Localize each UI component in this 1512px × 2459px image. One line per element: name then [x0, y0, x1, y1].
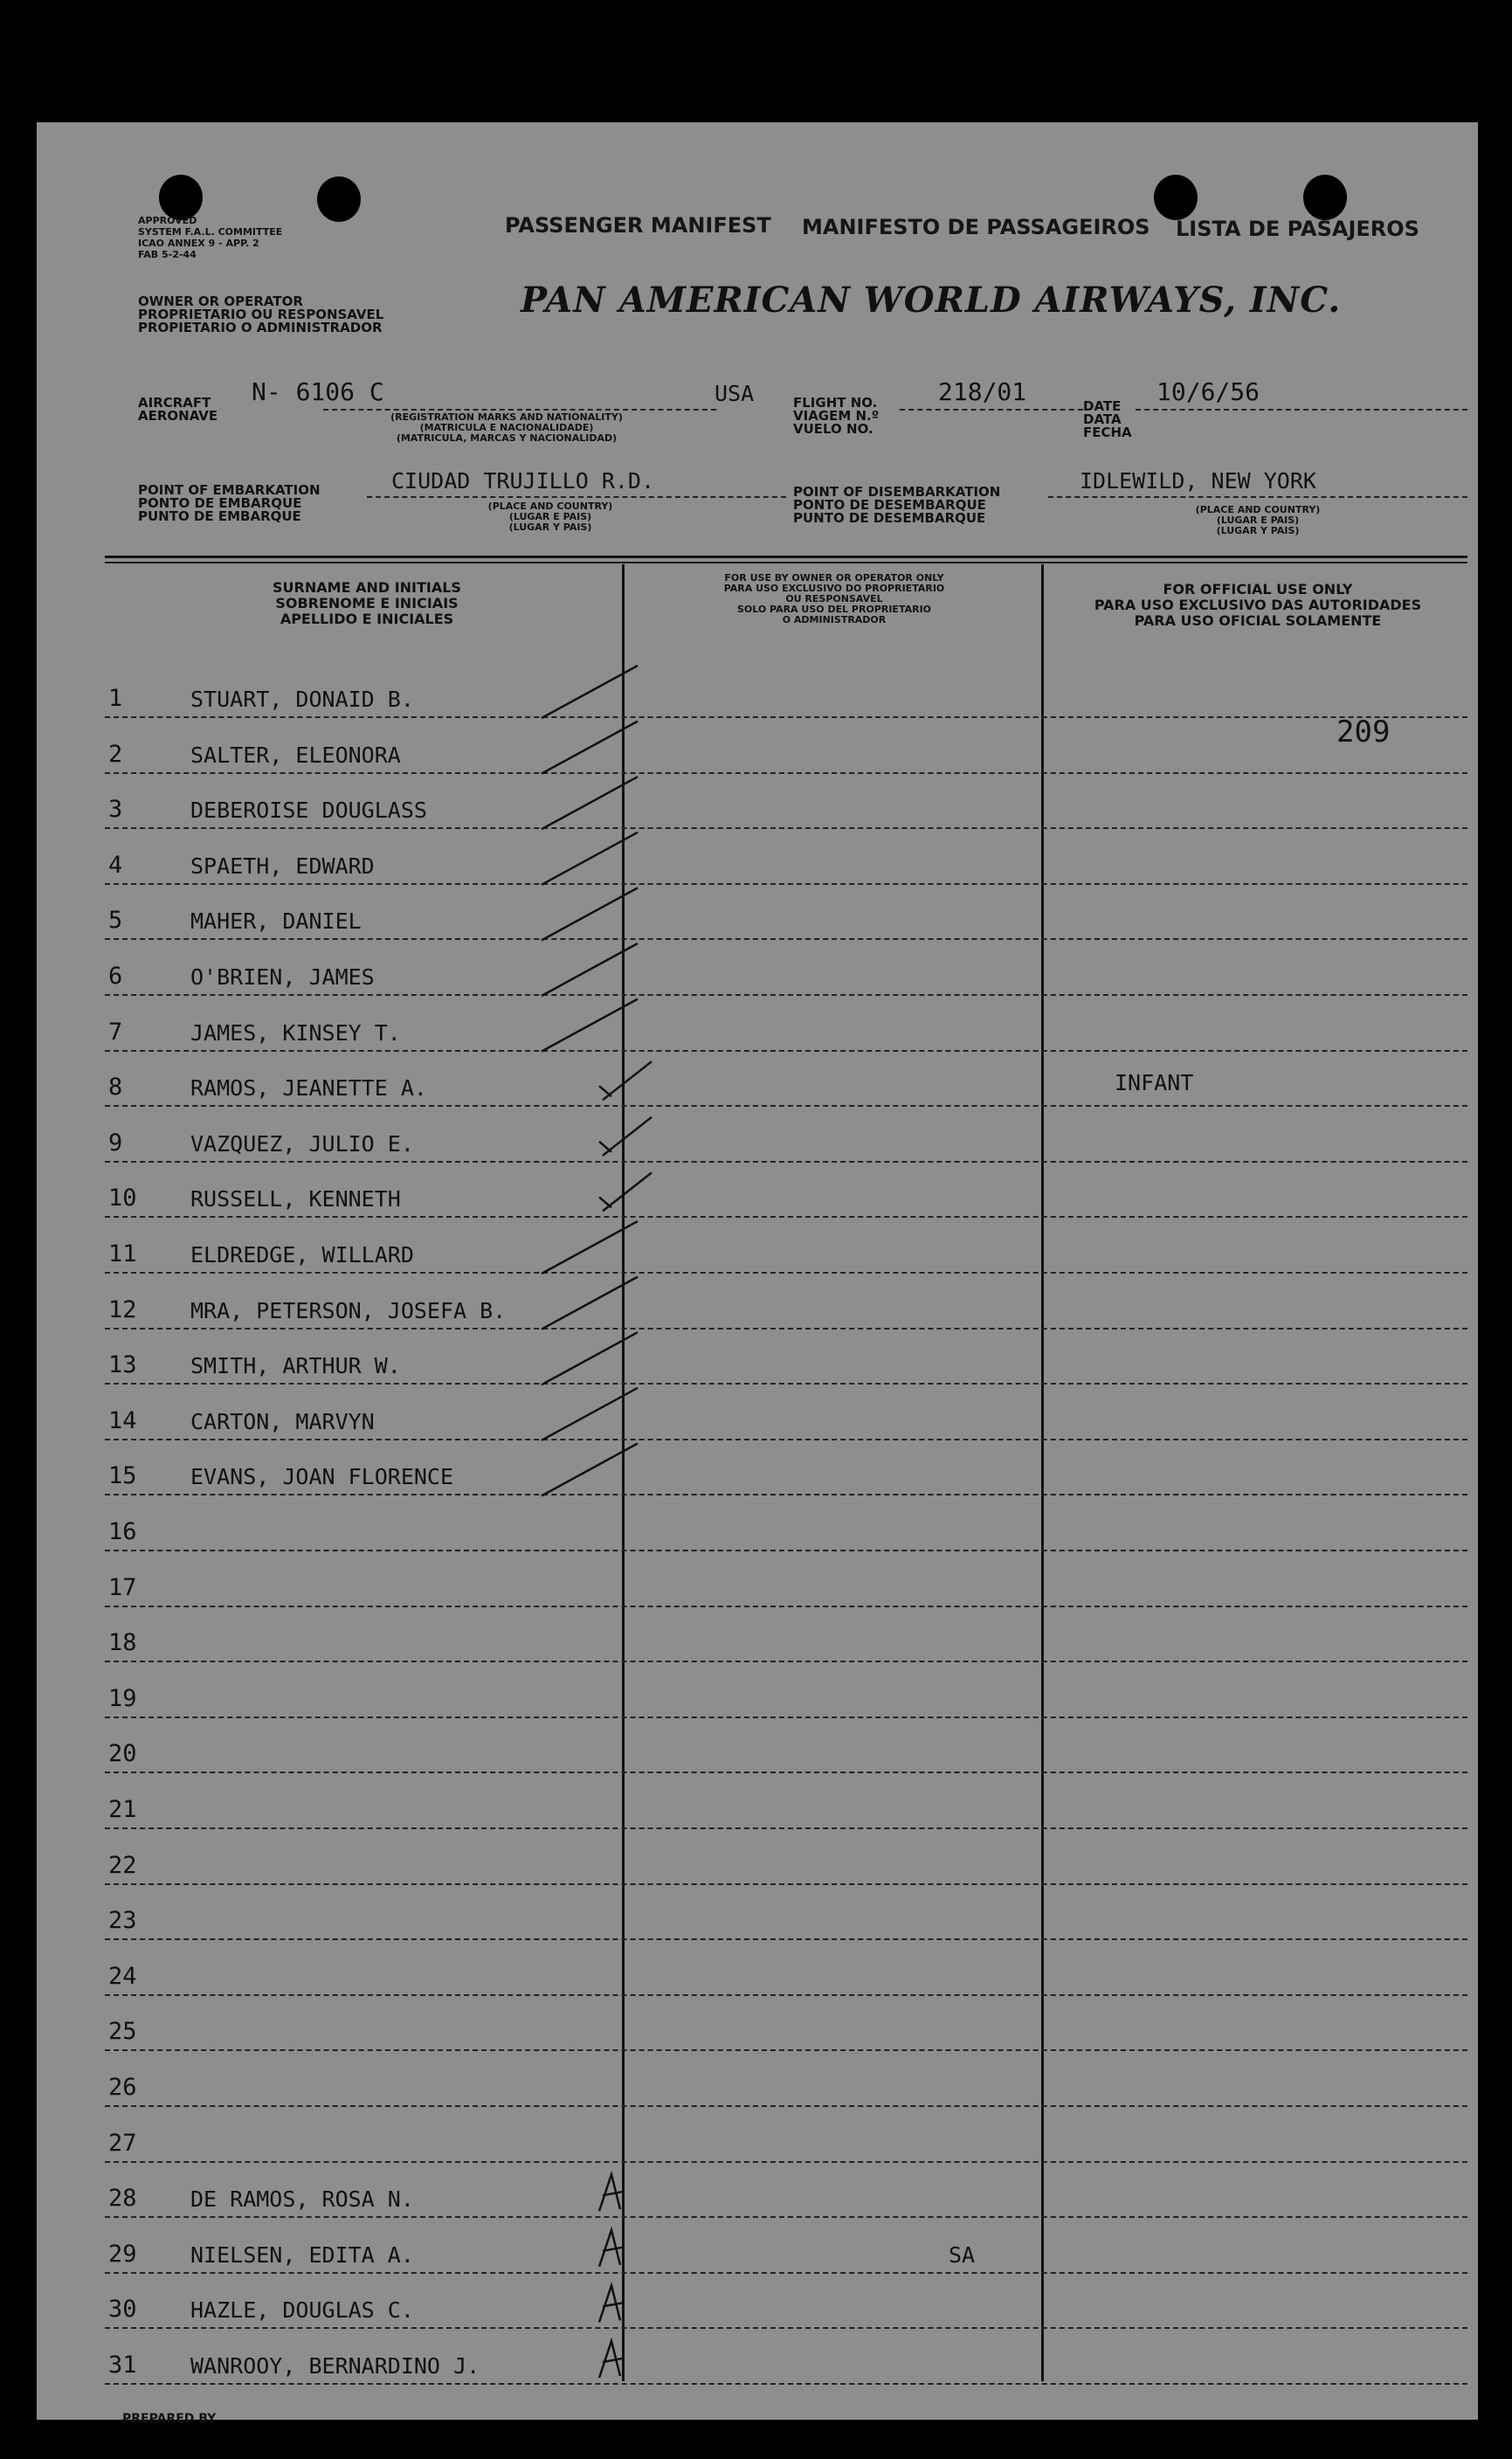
check-mark [599, 1117, 652, 1156]
check-mark [542, 777, 638, 829]
row-number: 11 [108, 1240, 137, 1267]
row-number: 24 [108, 1962, 137, 1990]
check-mark [542, 1332, 638, 1385]
passenger-name: O'BRIEN, JAMES [190, 964, 375, 990]
column-header-names: SURNAME AND INITIALS SOBRENOME E INICIAIS APELLIDO E INICIALES [273, 579, 461, 627]
footer-prepared-by: PREPARED BY [122, 2412, 217, 2426]
passenger-name: DEBEROISE DOUGLASS [190, 798, 427, 824]
passenger-name: RAMOS, JEANETTE A. [190, 1075, 427, 1102]
embarkation-labels: POINT OF EMBARKATION PONTO DE EMBARQUE PUNTO DE EMBARQUE [138, 482, 321, 524]
check-mark [599, 1172, 652, 1211]
check-mark [542, 666, 638, 718]
row-number: 20 [108, 1740, 137, 1768]
owner-note: SA [949, 2241, 976, 2268]
row-number: 3 [108, 796, 123, 824]
row-number: 21 [108, 1796, 137, 1823]
check-mark [542, 722, 638, 774]
check-mark [599, 2341, 622, 2378]
passenger-name: WANROOY, BERNARDINO J. [190, 2353, 480, 2379]
passenger-name: ELDREDGE, WILLARD [190, 1242, 414, 1267]
row-number: 26 [108, 2074, 137, 2101]
embarkation-sublabels: (PLACE AND COUNTRY) (LUGAR E PAIS) (LUGAR Y PAIS) [487, 501, 613, 533]
check-mark [542, 888, 638, 940]
row-number: 12 [108, 1295, 137, 1323]
row-number: 5 [108, 907, 123, 935]
column-header-official: FOR OFFICIAL USE ONLY PARA USO EXCLUSIVO DAS AUTORIDADES PARA USO OFICIAL SOLAMENTE [1094, 581, 1422, 629]
passenger-name: CARTON, MARVYN [190, 1408, 375, 1434]
passenger-name: DE RAMOS, ROSA N. [190, 2186, 414, 2213]
row-number: 16 [108, 1518, 137, 1545]
date-labels: DATE DATA FECHA [1083, 398, 1132, 440]
passenger-name: RUSSELL, KENNETH [190, 1186, 401, 1212]
aircraft-labels: AIRCRAFT AERONAVE [138, 395, 218, 424]
check-mark [542, 1221, 638, 1274]
row-number: 19 [108, 1684, 137, 1712]
passenger-name: EVANS, JOAN FLORENCE [190, 1464, 454, 1490]
row-number: 31 [108, 2352, 137, 2379]
aircraft-value: N- 6106 C [252, 377, 384, 406]
row-number: 10 [108, 1185, 137, 1212]
passenger-name: MAHER, DANIEL [190, 908, 362, 935]
row-number: 14 [108, 1406, 137, 1434]
passenger-name: NIELSEN, EDITA A. [190, 2241, 414, 2268]
flight-labels: FLIGHT NO. VIAGEM N.º VUELO NO. [793, 395, 880, 437]
passenger-name: SMITH, ARTHUR W. [190, 1353, 401, 1379]
approval-block: APPROVED SYSTEM F.A.L. COMMITTEE ICAO ANNEX 9 - APP. 2 FAB 5-2-44 [138, 215, 283, 260]
column-header-owner: FOR USE BY OWNER OR OPERATOR ONLY PARA USO EXCLUSIVO DO PROPRIETARIO OU RESPONSAVEL SOLO PARA USO DEL PROPRIETARIO O ADMINISTRADOR [723, 572, 945, 625]
row-number: 29 [108, 2240, 137, 2268]
passenger-name: VAZQUEZ, JULIO E. [190, 1130, 414, 1157]
check-mark [542, 1388, 638, 1440]
check-mark [542, 1443, 638, 1495]
aircraft-sublabels: (REGISTRATION MARKS AND NATIONALITY) (MATRICULA E NACIONALIDADE) (MATRICULA, MARCAS Y NACIONALIDAD) [390, 411, 623, 444]
check-mark [542, 943, 638, 996]
passenger-name: HAZLE, DOUGLAS C. [190, 2297, 414, 2324]
check-mark [599, 2230, 622, 2267]
row-number: 4 [108, 851, 123, 879]
passenger-name: SALTER, ELEONORA [190, 742, 401, 768]
header-manifesto: MANIFESTO DE PASSAGEIROS [802, 215, 1150, 239]
check-mark [542, 1277, 638, 1330]
operator-name: PAN AMERICAN WORLD AIRWAYS, INC. [521, 280, 1342, 321]
check-mark [599, 2174, 622, 2211]
check-mark [599, 2285, 622, 2322]
owner-labels: OWNER OR OPERATOR PROPRIETARIO OU RESPONSAVEL PROPIETARIO O ADMINISTRADOR [138, 294, 384, 335]
passenger-name: STUART, DONAID B. [190, 687, 414, 712]
row-number: 25 [108, 2018, 137, 2046]
header-lista: LISTA DE PASAJEROS [1176, 217, 1419, 241]
row-number: 13 [108, 1351, 137, 1379]
disembarkation-sublabels: (PLACE AND COUNTRY) (LUGAR E PAIS) (LUGAR Y PAIS) [1195, 504, 1321, 536]
official-note: INFANT [1115, 1070, 1194, 1096]
row-number: 2 [108, 740, 123, 768]
passenger-name: SPAETH, EDWARD [190, 853, 375, 879]
check-mark [542, 999, 638, 1052]
row-number: 7 [108, 1018, 123, 1046]
row-number: 27 [108, 2129, 137, 2157]
check-mark [599, 1061, 652, 1100]
aircraft-country: USA [715, 381, 755, 406]
check-mark [542, 832, 638, 885]
row-number: 28 [108, 2185, 137, 2213]
row-number: 17 [108, 1573, 137, 1601]
row-number: 23 [108, 1907, 137, 1935]
passenger-name: JAMES, KINSEY T. [190, 1019, 401, 1046]
row-number: 6 [108, 963, 123, 990]
flight-value: 218/01 [938, 377, 1027, 406]
row-number: 18 [108, 1629, 137, 1657]
row-number: 30 [108, 2296, 137, 2324]
official-number: 209 [1336, 715, 1391, 749]
disembarkation-labels: POINT OF DISEMBARKATION PONTO DE DESEMBARQUE PUNTO DE DESEMBARQUE [793, 484, 1001, 526]
passenger-name: MRA, PETERSON, JOSEFA B. [190, 1297, 507, 1323]
date-value: 10/6/56 [1156, 377, 1260, 406]
header-passenger-manifest: PASSENGER MANIFEST [505, 213, 771, 238]
row-number: 1 [108, 685, 123, 712]
row-number: 8 [108, 1074, 123, 1102]
disembarkation-value: IDLEWILD, NEW YORK [1080, 468, 1316, 494]
row-number: 22 [108, 1851, 137, 1879]
embarkation-value: CIUDAD TRUJILLO R.D. [391, 468, 655, 494]
row-number: 9 [108, 1129, 123, 1157]
row-number: 15 [108, 1462, 137, 1490]
